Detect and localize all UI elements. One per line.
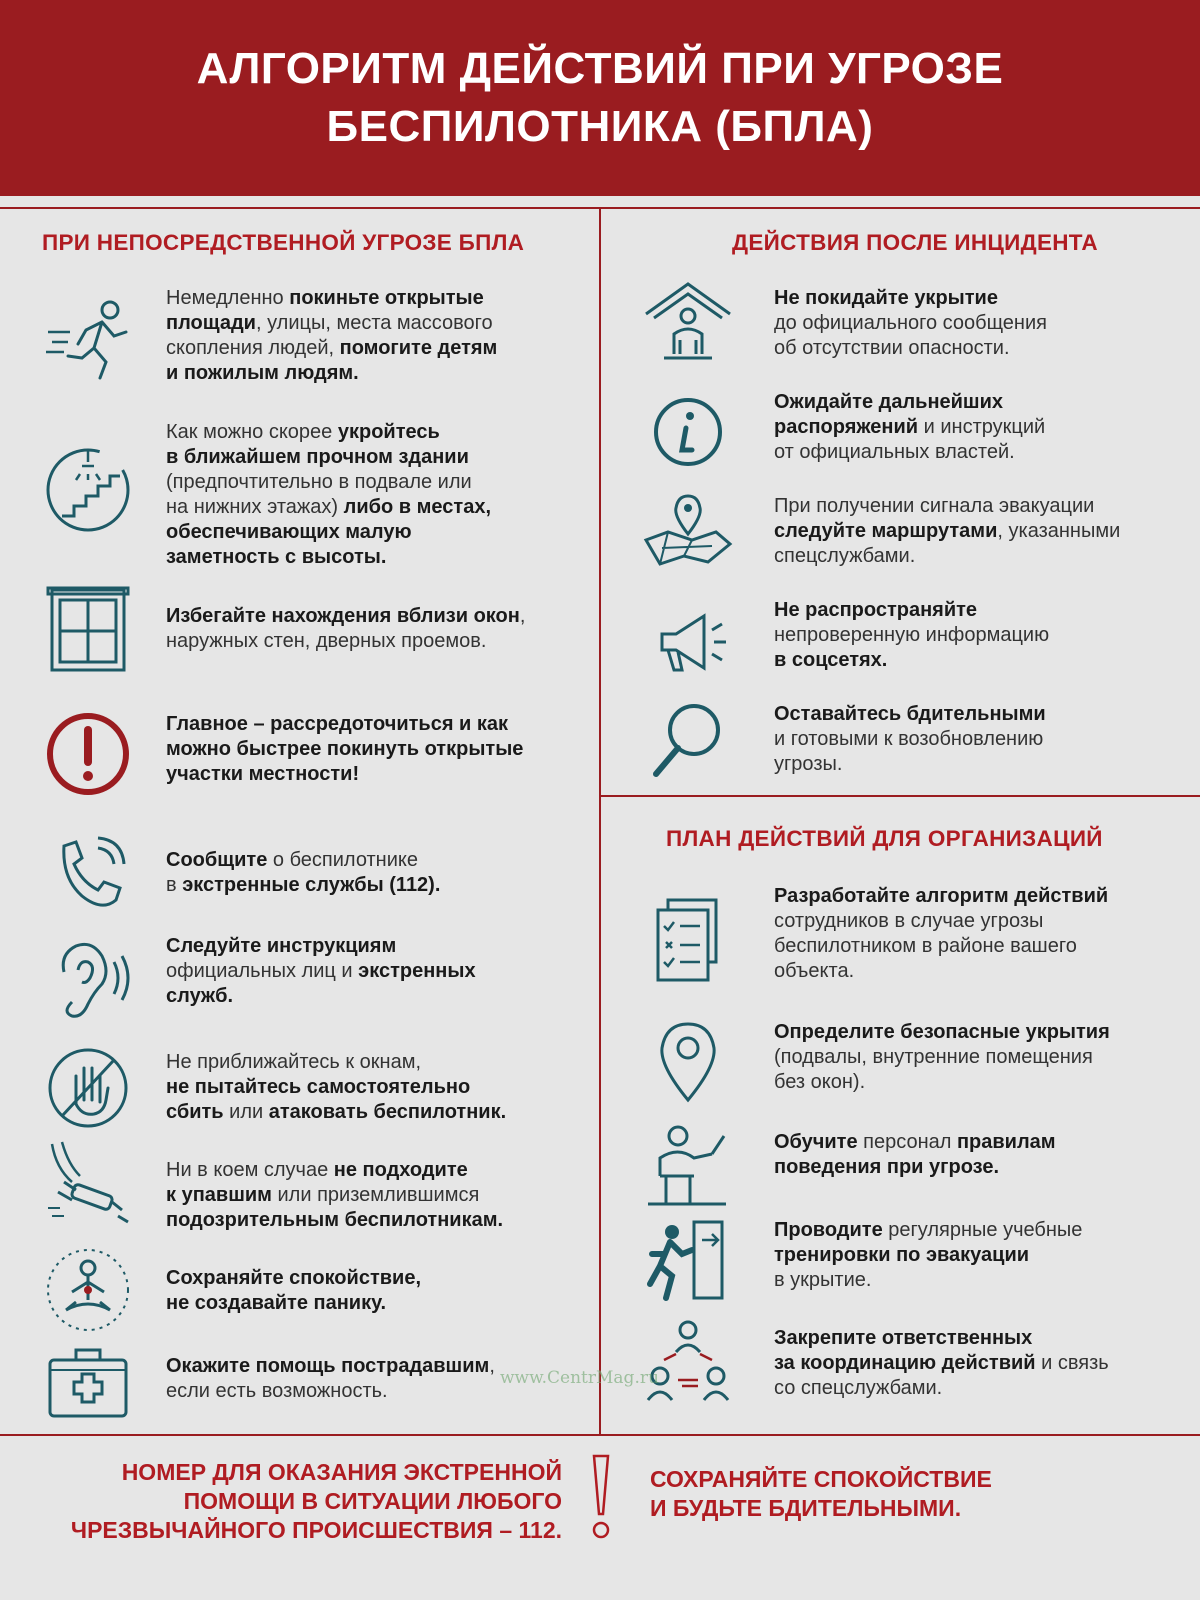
location-icon	[640, 1012, 736, 1108]
instruction-line: скопления людей, помогите детям	[166, 337, 498, 359]
page-title-line-2: БЕСПИЛОТНИКА (БПЛА)	[326, 102, 874, 151]
page-title-line-1: АЛГОРИТМ ДЕЙСТВИЙ ПРИ УГРОЗЕ	[196, 44, 1004, 93]
meditation-icon	[40, 1242, 136, 1338]
instruction-line: в экстренные службы (112).	[166, 874, 441, 896]
instruction-line: спецслужбами.	[774, 545, 916, 567]
instruction-line: на нижних этажах) либо в местах,	[166, 496, 491, 518]
instruction-line: Не распространяйте	[774, 599, 978, 621]
instruction-line: Закрепите ответственных	[774, 1327, 1033, 1349]
instruction-line: участки местности!	[166, 763, 360, 785]
instruction-line: если есть возможность.	[166, 1380, 388, 1402]
phone-icon	[40, 826, 136, 922]
instruction-text	[774, 702, 1184, 777]
instruction-line: подозрительным беспилотникам.	[166, 1209, 504, 1231]
instruction-line: поведения при угрозе.	[774, 1156, 999, 1178]
instruction-line: со спецслужбами.	[774, 1377, 943, 1399]
instruction-line: можно быстрее покинуть открытые	[166, 738, 524, 760]
instruction-line: Разработайте алгоритм действий	[774, 885, 1109, 907]
instruction-text	[166, 420, 596, 570]
instruction-text	[774, 1326, 1184, 1401]
instruction-line: тренировки по эвакуации	[774, 1244, 1030, 1266]
instruction-line: Не приближайтесь к окнам,	[166, 1051, 422, 1073]
instruction-line: сотрудников в случае угрозы	[774, 910, 1044, 932]
instruction-line: Следуйте инструкциям	[166, 935, 397, 957]
instruction-line: в соцсетях.	[774, 649, 888, 671]
first-aid-kit-icon	[40, 1334, 136, 1430]
shelter-person-icon	[640, 274, 736, 370]
instruction-line: Проводите регулярные учебные	[774, 1219, 1083, 1241]
instruction-line: за координацию действий и связь	[774, 1352, 1109, 1374]
instruction-line: Определите безопасные укрытия	[774, 1021, 1110, 1043]
instruction-text	[774, 1130, 1184, 1180]
instruction-text	[774, 884, 1184, 984]
running-person-icon	[40, 290, 136, 386]
megaphone-icon	[640, 592, 736, 688]
stairs-shelter-icon	[40, 442, 136, 538]
instruction-line: Ожидайте дальнейших	[774, 391, 1004, 413]
emergency-exit-icon	[640, 1212, 736, 1308]
instruction-line: (предпочтительно в подвале или	[166, 471, 472, 493]
instruction-text	[166, 712, 596, 787]
instruction-line: в укрытие.	[774, 1269, 872, 1291]
divider-middle-right	[601, 795, 1200, 797]
magnifier-icon	[640, 692, 736, 788]
stop-hand-icon	[40, 1040, 136, 1136]
section-title-organizations: ПЛАН ДЕЙСТВИЙ ДЛЯ ОРГАНИЗАЦИЙ	[666, 826, 1103, 851]
instruction-line: площади, улицы, места массового	[166, 312, 493, 334]
section-title-after-incident: ДЕЙСТВИЯ ПОСЛЕ ИНЦИДЕНТА	[732, 230, 1098, 255]
instruction-line: официальных лиц и экстренных	[166, 960, 476, 982]
checklist-icon	[640, 890, 736, 986]
section-title-immediate-threat: ПРИ НЕПОСРЕДСТВЕННОЙ УГРОЗЕ БПЛА	[42, 230, 525, 255]
teacher-icon	[640, 1116, 736, 1212]
instruction-line: Ни в коем случае не подходите	[166, 1159, 468, 1181]
instruction-line: обеспечивающих малую	[166, 521, 412, 543]
instruction-text	[774, 390, 1184, 465]
instruction-line: не пытайтесь самостоятельно	[166, 1076, 471, 1098]
instruction-text	[774, 1020, 1184, 1095]
instruction-text	[774, 598, 1184, 673]
instruction-line: распоряжений и инструкций	[774, 416, 1046, 438]
instruction-line: Главное – рассредоточиться и как	[166, 713, 509, 735]
exclamation-circle-icon	[40, 706, 136, 802]
instruction-line: Обучите персонал правилам	[774, 1131, 1056, 1153]
instruction-line: беспилотником в районе вашего	[774, 935, 1077, 957]
page-header	[0, 0, 1200, 196]
instruction-line: следуйте маршрутами, указанными	[774, 520, 1121, 542]
instruction-line: Сохраняйте спокойствие,	[166, 1267, 422, 1289]
instruction-line: служб.	[166, 985, 234, 1007]
stay-calm-text: СОХРАНЯЙТЕ СПОКОЙСТВИЕ И БУДЬТЕ БДИТЕЛЬНЫМИ.	[650, 1466, 992, 1521]
instruction-text	[774, 286, 1184, 361]
divider-vertical	[599, 208, 601, 1434]
instruction-line: об отсутствии опасности.	[774, 337, 1010, 359]
instruction-line: Оставайтесь бдительными	[774, 703, 1046, 725]
instruction-line: и готовыми к возобновлению	[774, 728, 1044, 750]
watermark: www.CentrMag.ru	[500, 1368, 659, 1388]
instruction-line: Не покидайте укрытие	[774, 287, 998, 309]
instruction-line: и пожилым людям.	[166, 362, 359, 384]
instruction-line: сбить или атаковать беспилотник.	[166, 1101, 507, 1123]
instruction-line: непроверенную информацию	[774, 624, 1050, 646]
exclamation-icon	[586, 1452, 616, 1542]
instruction-line: Как можно скорее укройтесь	[166, 421, 440, 443]
instruction-line: без окон).	[774, 1071, 866, 1093]
ear-icon	[40, 930, 136, 1026]
instruction-line: Избегайте нахождения вблизи окон,	[166, 605, 526, 627]
instruction-line: к упавшим или приземлившимся	[166, 1184, 480, 1206]
instruction-text	[166, 1050, 596, 1125]
instruction-text	[166, 1158, 596, 1233]
info-icon	[640, 384, 736, 480]
instruction-text	[774, 1218, 1184, 1293]
instruction-line: При получении сигнала эвакуации	[774, 495, 1095, 517]
window-icon	[40, 582, 136, 678]
map-pin-icon	[640, 486, 736, 582]
instruction-line: не создавайте панику.	[166, 1292, 387, 1314]
instruction-text	[166, 1266, 596, 1316]
instruction-line: Сообщите о беспилотнике	[166, 849, 418, 871]
instruction-text	[774, 494, 1184, 569]
fallen-drone-icon	[40, 1136, 136, 1232]
emergency-number-text: НОМЕР ДЛЯ ОКАЗАНИЯ ЭКСТРЕННОЙ ПОМОЩИ В СИТУАЦИИ ЛЮБОГО ЧРЕЗВЫЧАЙНОГО ПРОИСШЕСТВИЯ – 112.	[70, 1459, 562, 1543]
instruction-text	[166, 604, 596, 654]
instruction-text	[166, 934, 596, 1009]
instruction-text	[166, 286, 596, 386]
divider-bottom	[0, 1434, 1200, 1436]
instruction-line: Окажите помощь пострадавшим,	[166, 1355, 495, 1377]
instruction-line: в ближайшем прочном здании	[166, 446, 469, 468]
instruction-line: объекта.	[774, 960, 855, 982]
instruction-line: до официального сообщения	[774, 312, 1047, 334]
instruction-line: от официальных властей.	[774, 441, 1015, 463]
instruction-line: угрозы.	[774, 753, 843, 775]
instruction-line: (подвалы, внутренние помещения	[774, 1046, 1093, 1068]
instruction-line: заметность с высоты.	[166, 546, 387, 568]
instruction-text	[166, 848, 596, 898]
instruction-line: Немедленно покиньте открытые	[166, 287, 484, 309]
team-coordination-icon	[640, 1314, 736, 1410]
instruction-line: наружных стен, дверных проемов.	[166, 630, 487, 652]
